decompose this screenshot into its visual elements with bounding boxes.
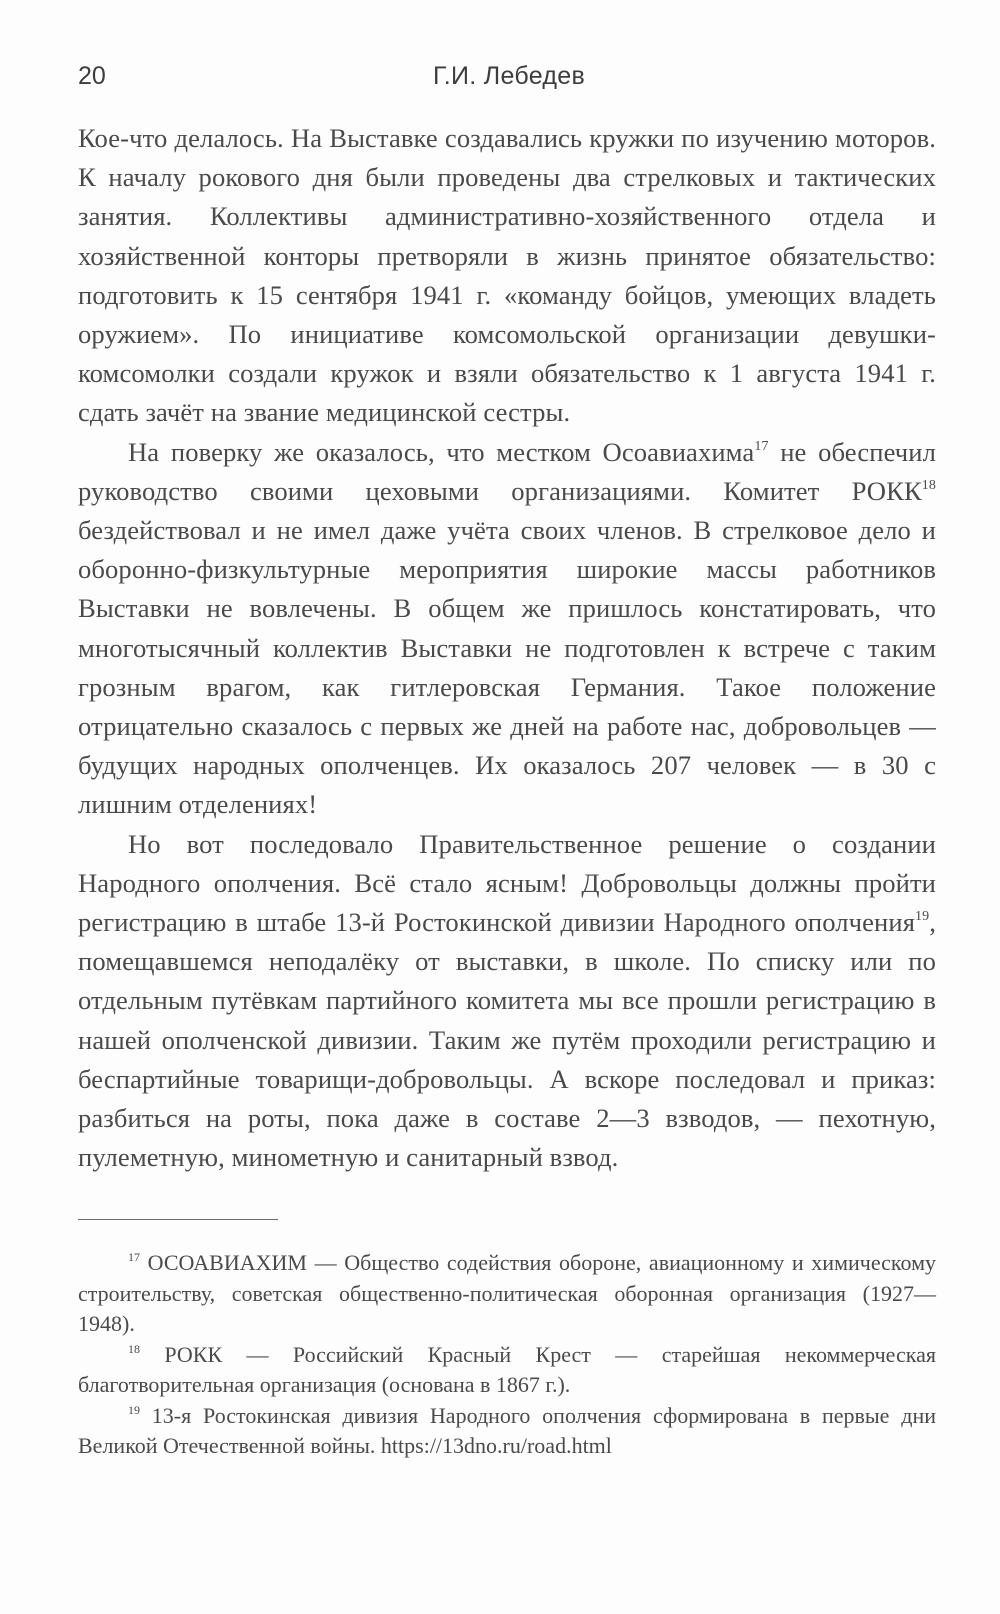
footnote	[78, 1248, 936, 1340]
footnote-reference: 17	[754, 438, 769, 454]
footnote-number: 17	[128, 1250, 140, 1264]
running-head	[78, 62, 940, 102]
footnote-divider	[78, 1219, 278, 1220]
footnote-text: ОСОАВИАХИМ — Общество содействия обороне, авиационному и химическому строительству, советская общественно-политическая оборонная организация (1927—1948).	[78, 1250, 936, 1336]
paragraph-segment: не обеспечил руководство своими цеховыми организациями. Комитет РОКК	[78, 436, 936, 506]
footnote-text: РОКК — Российский Красный Крест — старейшая некоммерческая благотворительная организация (основана в 1867 г.).	[78, 1341, 936, 1397]
footnote-number: 18	[128, 1341, 140, 1356]
footnote-reference: 18	[921, 477, 936, 493]
footnote	[78, 1401, 936, 1462]
paragraph	[78, 825, 936, 1178]
paragraph-segment: На поверку же оказалось, что местком Осоавиахима	[128, 436, 755, 467]
footnote-number: 19	[128, 1402, 140, 1417]
footnote-text: 13-я Ростокинская дивизия Народного ополчения сформирована в первые дни Великой Отечественной войны. https://13dno.ru/road.html	[78, 1402, 936, 1458]
paragraph-segment: бездействовал и не имел даже учёта своих членов. В стрелковое дело и оборонно-физкультурные мероприятия широкие массы работников Выставки не вовлечены. В общем же пришлось констатировать, что многотысячный коллектив Выставки не подготовлен к встрече с таким грозным врагом, как гитлеровская Германия. Такое положение отрицательно сказалось с первых же дней на работе нас, добровольцев — будущих народных ополченцев. Их оказалось 207 человек — в 30 с лишним отделениях!	[78, 515, 936, 820]
running-head-author: Г.И. Лебедев	[432, 62, 586, 90]
page-number: 20	[78, 62, 106, 90]
paragraph	[78, 433, 936, 825]
main-text	[78, 119, 936, 1177]
paragraph: Кое-что делалось. На Выставке создавались кружки по изучению моторов. К началу рокового дня были проведены два стрелковых и тактических занятия. Коллективы административно-хозяйственного отдела и хозяйственной конторы претворяли в жизнь принятое обязательство: подготовить к 15 сентября 1941 г. «команду бойцов, умеющих владеть оружием». По инициативе комсомольской организации девушки-комсомолки создали кружок и взяли обязательство к 1 августа 1941 г. сдать зачёт на звание медицинской сестры.	[78, 123, 936, 428]
footnotes	[78, 1248, 936, 1462]
footnote	[78, 1340, 936, 1401]
footnote-reference: 19	[915, 909, 930, 925]
paragraph-segment: Но вот последовало Правительственное решение о создании Народного ополчения. Всё стало ясным! Добровольцы должны пройти регистрацию в штабе 13-й Ростокинской дивизии Народного ополчения	[78, 828, 936, 938]
paragraph-segment: , помещавшемся неподалёку от выставки, в школе. По списку или по отдельным путёвкам партийного комитета мы все прошли регистрацию в нашей ополченской дивизии. Таким же путём проходили регистрацию и беспартийные товарищи-добровольцы. А вскоре последовал и приказ: разбиться на роты, пока даже в составе 2—3 взводов, — пехотную, пулеметную, минометную и санитарный взвод.	[78, 907, 936, 1173]
